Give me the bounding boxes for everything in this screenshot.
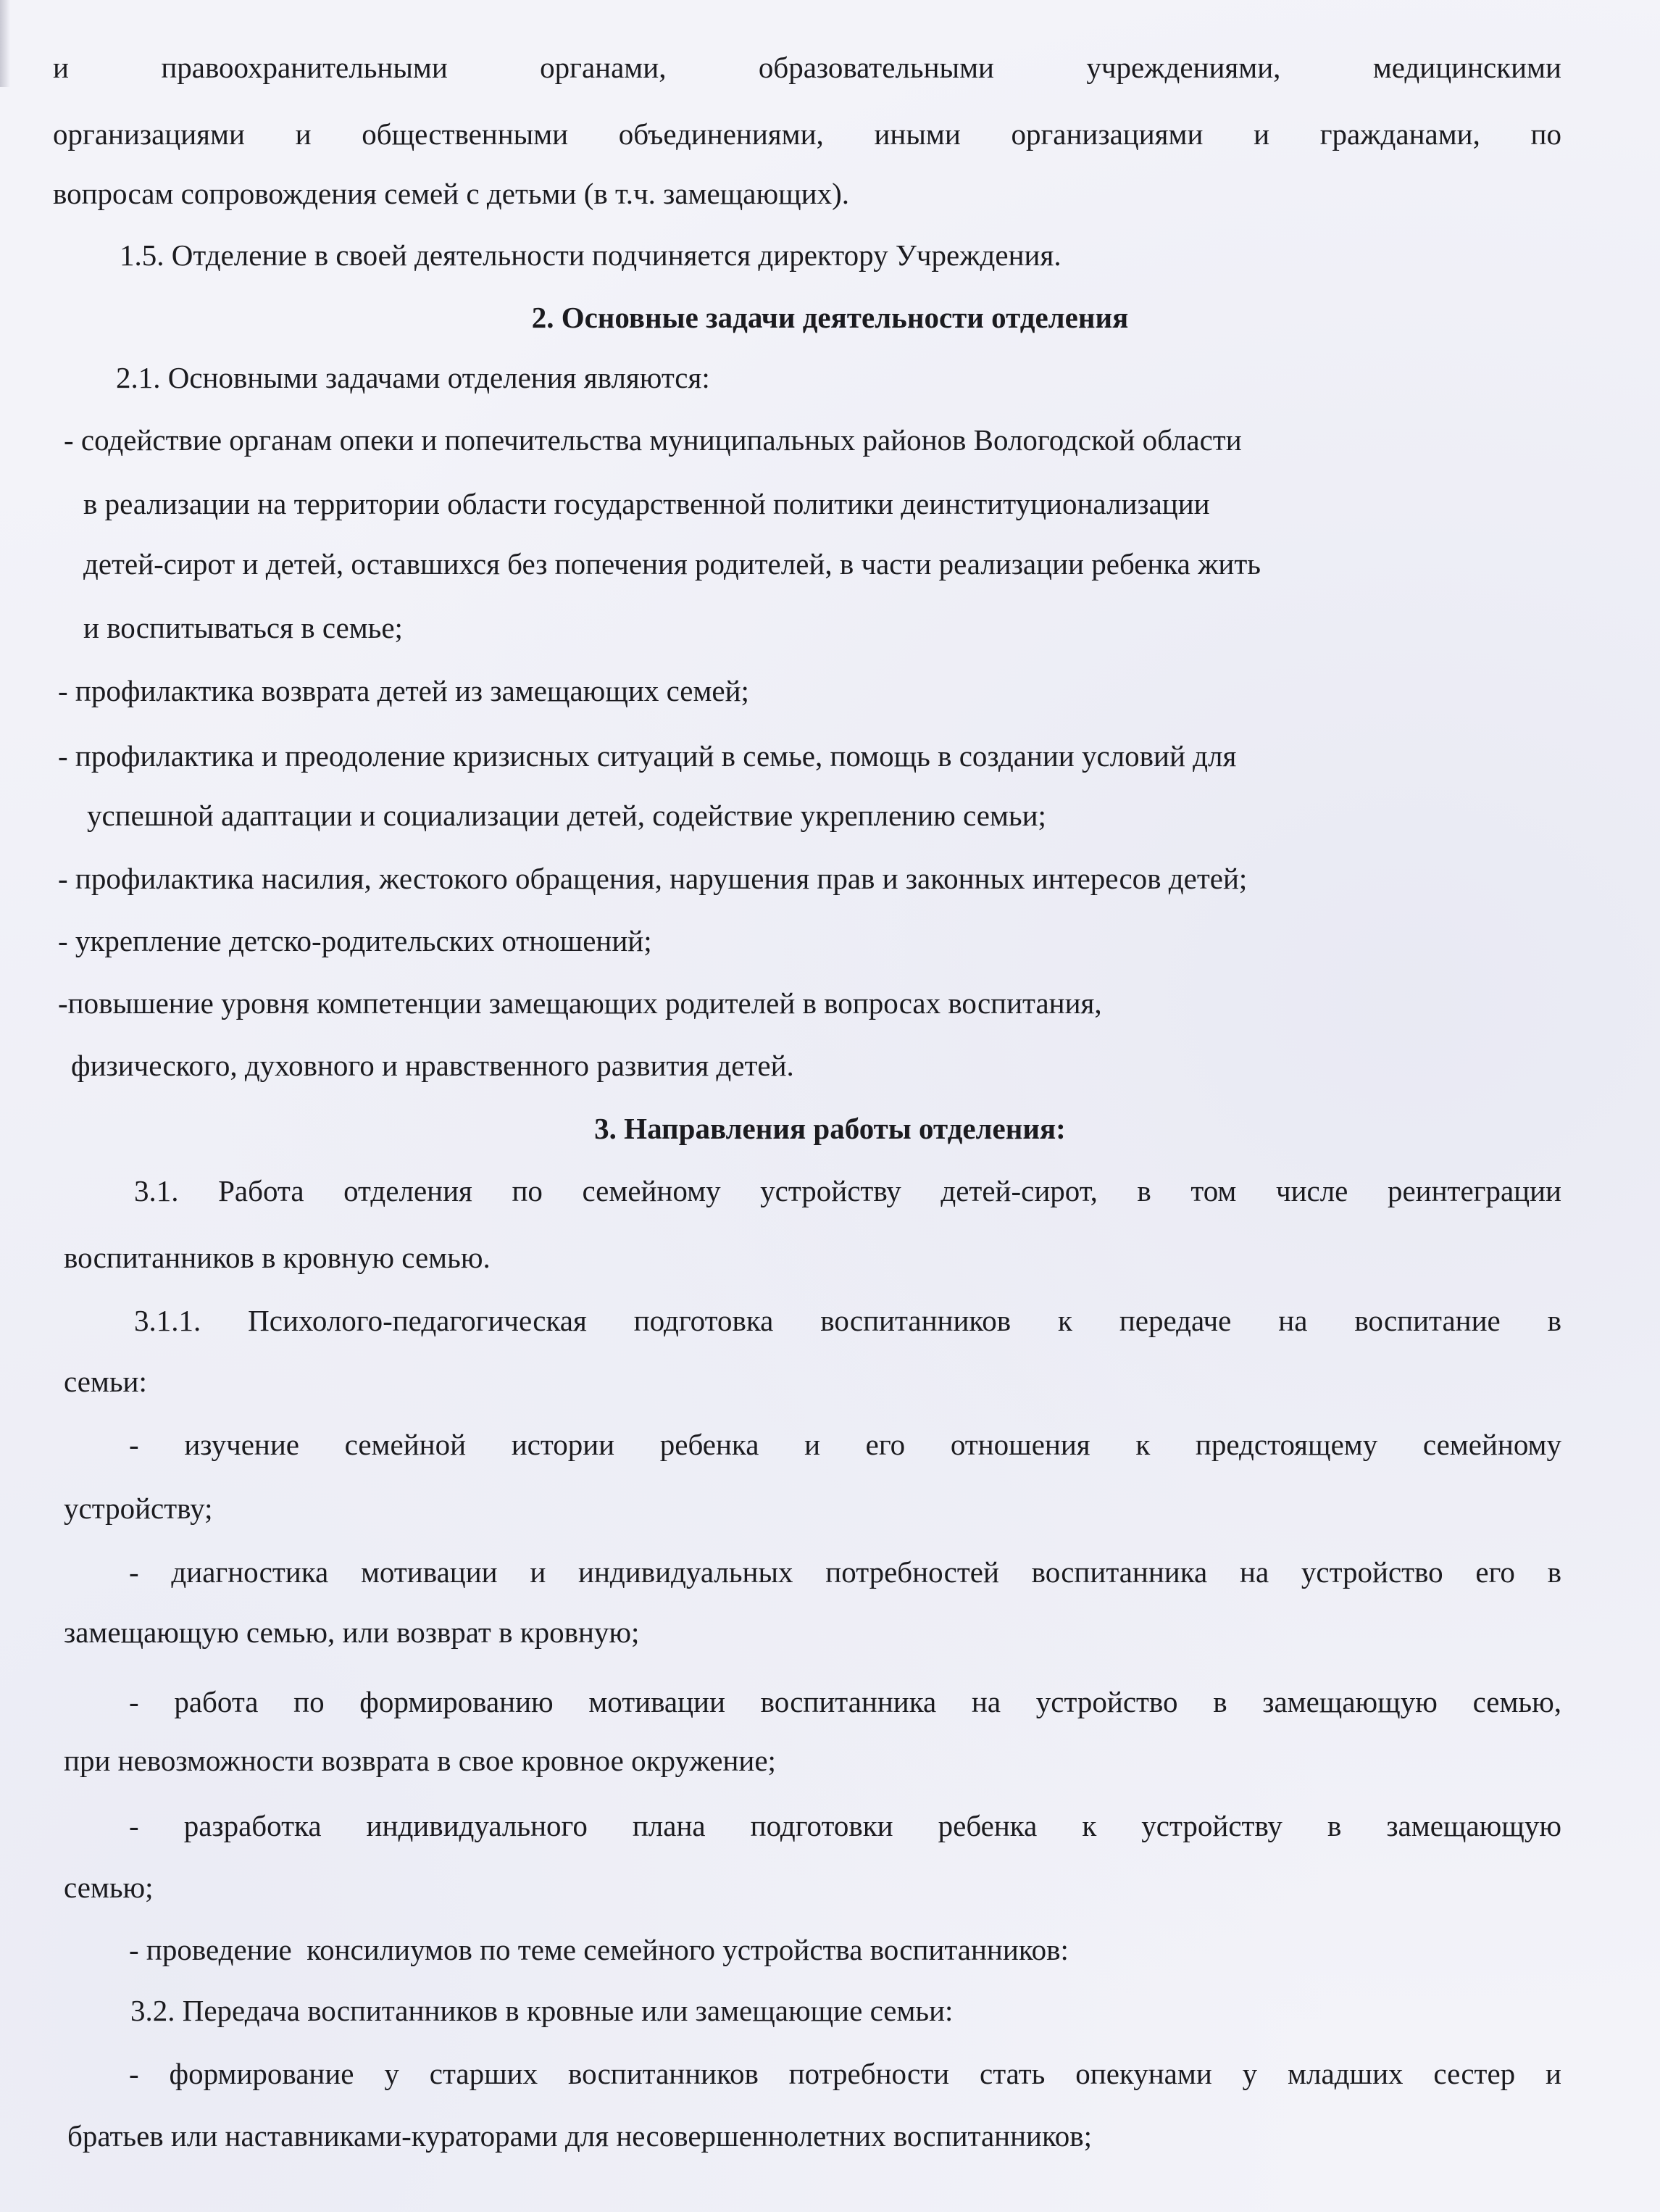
scan-edge-shadow [0, 0, 10, 87]
direction-item-1-line-2: устройству; [64, 1492, 213, 1525]
direction-item-3-line-1: - работа по формированию мотивации воспитанника на устройство в замещающую семью, [129, 1685, 1561, 1718]
transfer-item-1-line-2: братьев или наставниками-кураторами для несовершеннолетних воспитанников; [67, 2119, 1093, 2153]
section-2-heading: 2. Основные задачи деятельности отделения [531, 301, 1129, 334]
task-item-1-line-1: - содействие органам опеки и попечительства муниципальных районов Вологодской области [64, 423, 1242, 457]
paragraph-1-5: 1.5. Отделение в своей деятельности подчиняется директору Учреждения. [120, 238, 1062, 272]
paragraph-2-1: 2.1. Основными задачами отделения являются: [116, 361, 710, 394]
task-item-5: - укрепление детско-родительских отношений; [58, 924, 652, 957]
paragraph-3-1-line-2: воспитанников в кровную семью. [64, 1241, 491, 1274]
direction-item-4-line-1: - разработка индивидуального плана подготовки ребенка к устройству в замещающую [129, 1809, 1561, 1842]
paragraph-3-1-1-line-2: семьи: [64, 1365, 147, 1398]
task-item-3-line-1: - профилактика и преодоление кризисных ситуаций в семье, помощь в создании условий для [58, 739, 1237, 773]
direction-item-4-line-2: семью; [64, 1871, 154, 1904]
task-item-4: - профилактика насилия, жестокого обращения, нарушения прав и законных интересов детей; [58, 862, 1248, 895]
direction-item-1-line-1: - изучение семейной истории ребенка и его отношения к предстоящему семейному [129, 1428, 1561, 1461]
transfer-item-1-line-1: - формирование у старших воспитанников потребности стать опекунами у младших сестер и [129, 2057, 1561, 2090]
task-item-6-line-1: -повышение уровня компетенции замещающих родителей в вопросах воспитания, [58, 986, 1102, 1020]
direction-item-2-line-2: замещающую семью, или возврат в кровную; [64, 1616, 640, 1649]
task-item-3-line-2: успешной адаптации и социализации детей, содействие укреплению семьи; [87, 799, 1046, 832]
text-line: вопросам сопровождения семей с детьми (в т.ч. замещающих). [53, 177, 850, 210]
direction-item-5: - проведение консилиумов по теме семейного устройства воспитанников: [129, 1933, 1069, 1966]
direction-item-2-line-1: - диагностика мотивации и индивидуальных потребностей воспитанника на устройство его в [129, 1555, 1561, 1589]
task-item-2: - профилактика возврата детей из замещающих семей; [58, 674, 749, 707]
section-3-heading: 3. Направления работы отделения: [594, 1112, 1066, 1145]
direction-item-3-line-2: при невозможности возврата в свое кровное окружение; [64, 1744, 776, 1777]
paragraph-3-2: 3.2. Передача воспитанников в кровные или замещающие семьи: [130, 1994, 954, 2027]
task-item-1-line-4: и воспитываться в семье; [83, 611, 403, 644]
task-item-1-line-2: в реализации на территории области государственной политики деинституционализации [83, 487, 1210, 520]
task-item-1-line-3: детей-сирот и детей, оставшихся без попечения родителей, в части реализации ребенка жить [83, 547, 1261, 581]
paragraph-3-1-1-line-1: 3.1.1. Психолого-педагогическая подготовка воспитанников к передаче на воспитание в [134, 1304, 1561, 1337]
text-line: организациями и общественными объединениями, иными организациями и гражданами, по [53, 117, 1561, 151]
paragraph-3-1-line-1: 3.1. Работа отделения по семейному устройству детей-сирот, в том числе реинтеграции [134, 1174, 1561, 1207]
task-item-6-line-2: физического, духовного и нравственного развития детей. [71, 1049, 794, 1082]
text-line: и правоохранительными органами, образовательными учреждениями, медицинскими [53, 51, 1561, 84]
